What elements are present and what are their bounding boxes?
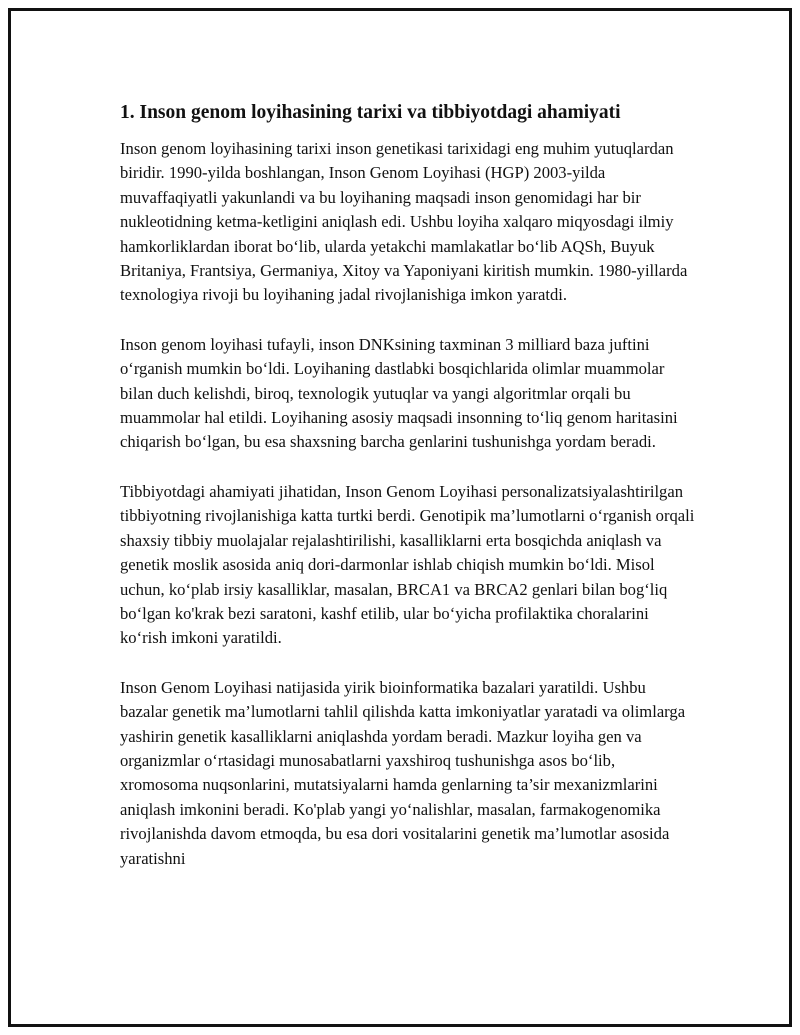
paragraph: Tibbiyotdagi ahamiyati jihatidan, Inson Genom Loyihasi personalizatsiyalashtirilgan tibbiyotning rivojlanishiga katta turtki berdi. Genotipik ma’lumotlarni o‘rganish orqali shaxsiy tibbiy muolajalar rejalashtirilishi, kasalliklarni erta bosqichda aniqlash va genetik moslik asosida aniq dori-darmonlar ishlab chiqish mumkin bo‘ldi. Misol uchun, ko‘plab irsiy kasalliklar, masalan, BRCA1 va BRCA2 genlari bilan bog‘liq bo‘lgan ko'krak bezi saratoni, kashf etilib, ular bo‘yicha profilaktika choralarini ko‘rish imkoni yaratildi. (120, 481, 695, 648)
section-heading: 1. Inson genom loyihasining tarixi va tibbiyotdagi ahamiyati (120, 102, 621, 123)
paragraph: Inson Genom Loyihasi natijasida yirik bioinformatika bazalari yaratildi. Ushbu bazalar genetik ma’lumotlarni tahlil qilishda katta imkoniyatlar yaratadi va olimlarga yashirin genetik kasalliklarni aniqlashda yordam beradi. Mazkur loyiha gen va organizmlar o‘rtasidagi munosabatlarni yaxshiroq tushunishga asos bo‘lib, xromosoma nuqsonlarini, mutatsiyalarni hamda genlarning ta’sir mexanizmlarini aniqlash imkonini beradi. Ko'plab yangi yo‘nalishlar, masalan, farmakogenomika rivojlanishda davom etmoqda, bu esa dori vositalarini genetik ma’lumotlar asosida yaratishni (120, 677, 686, 868)
document-body (120, 99, 696, 896)
page-frame (8, 8, 792, 1027)
paragraph: Inson genom loyihasi tufayli, inson DNKsining taxminan 3 milliard baza juftini o‘rganish mumkin bo‘ldi. Loyihaning dastlabki bosqichlarida olimlar muammolar bilan duch kelishdi, biroq, texnologik yutuqlar va yangi algoritmlar orqali bu muammolar hal etildi. Loyihaning asosiy maqsadi insonning to‘liq genom haritasini chiqarish bo‘lgan, bu esa shaxsning barcha genlarini tushunishga yordam beradi. (120, 334, 678, 452)
paragraph: Inson genom loyihasining tarixi inson genetikasi tarixidagi eng muhim yutuqlardan biridir. 1990-yilda boshlangan, Inson Genom Loyihasi (HGP) 2003-yilda muvaffaqiyatli yakunlandi va bu loyihaning maqsadi inson genomidagi har bir nukleotidning ketma-ketligini aniqlash edi. Ushbu loyiha xalqaro miqyosdagi ilmiy hamkorliklardan iborat bo‘lib, ularda yetakchi mamlakatlar bo‘lib AQSh, Buyuk Britaniya, Frantsiya, Germaniya, Xitoy va Yaponiyani kiritish mumkin. 1980-yillarda texnologiya rivoji bu loyihaning jadal rivojlanishiga imkon yaratdi. (120, 139, 688, 305)
